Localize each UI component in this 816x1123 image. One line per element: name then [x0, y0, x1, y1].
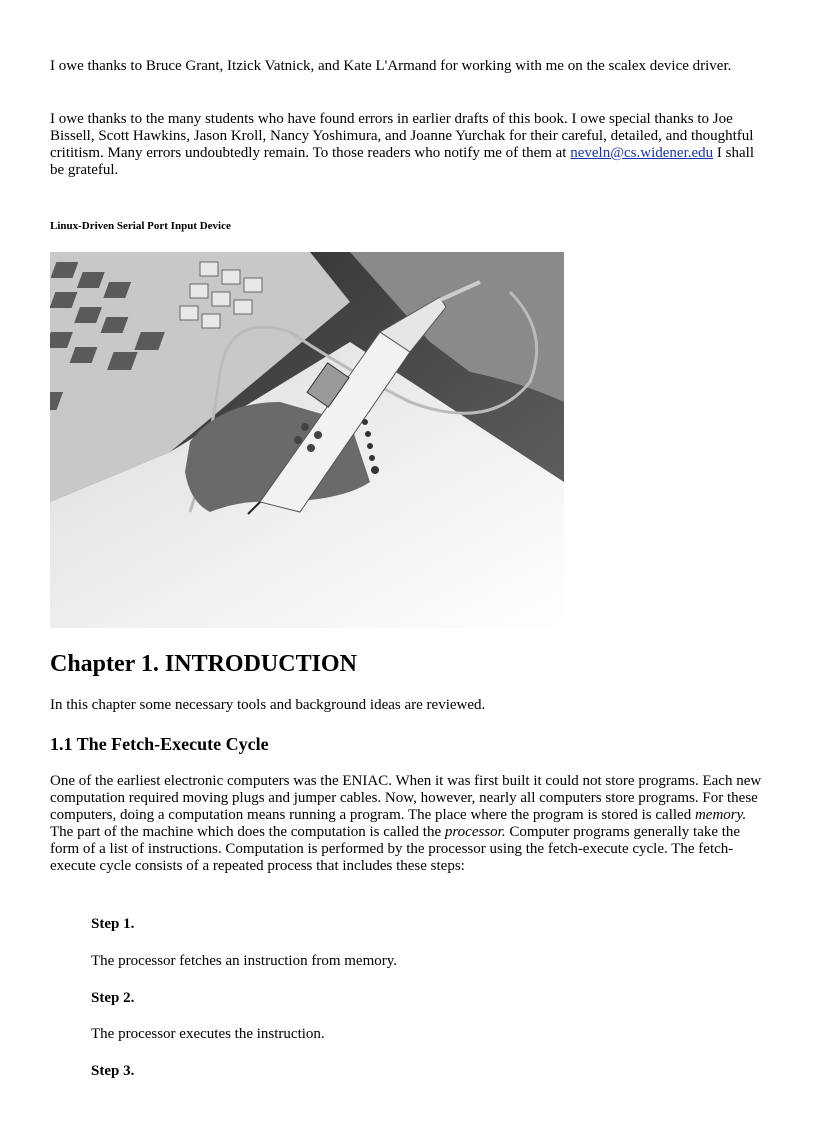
term-memory: memory.: [694, 807, 747, 823]
figure-caption: Linux-Driven Serial Port Input Device: [50, 220, 231, 232]
step-1-text: The processor fetches an instruction from memory.: [91, 953, 398, 969]
section-title: 1.1 The Fetch-Execute Cycle: [50, 734, 269, 754]
acknowledgement-paragraph-1: I owe thanks to Bruce Grant, Itzick Vatnick, and Kate L'Armand for working with me on the scalex device driver.: [50, 58, 732, 74]
chapter-title: Chapter 1. INTRODUCTION: [50, 651, 357, 677]
acknowledgement-paragraph-2: [50, 111, 766, 179]
serial-port-input-device-photo: [50, 252, 564, 628]
step-2-text: The processor executes the instruction.: [91, 1026, 325, 1042]
step-1-label: Step 1.: [91, 916, 135, 932]
acknowledgement-text-end: I shall be grateful.: [50, 145, 754, 178]
section-text-1: One of the earliest electronic computers was the ENIAC. When it was first built it could not store programs. Each new computation required moving plugs and jumper cables. Now, however, nearly all computers store programs. For these computers, doing a computation means running a program. The place where the program is stored is called: [50, 773, 762, 823]
acknowledgement-text: I owe thanks to the many students who have found errors in earlier drafts of this book. I owe special thanks to Joe Bissell, Scott Hawkins, Jason Kroll, Nancy Yoshimura, and Joanne Yurchak for their careful, detailed, and thoughtful crititism. Many errors undoubtedly remain. To those readers who notify me of them at: [50, 111, 754, 161]
step-3-label: Step 3.: [91, 1063, 135, 1079]
section-paragraph: [50, 773, 766, 875]
step-2-label: Step 2.: [91, 990, 135, 1006]
section-text-2: The part of the machine which does the computation is called the: [50, 824, 445, 840]
section-text-3: Computer programs generally take the form of a list of instructions. Computation is performed by the processor using the fetch-execute cycle. The fetch-execute cycle consists of a repeated process that includes these steps:: [50, 824, 741, 874]
chapter-intro: In this chapter some necessary tools and background ideas are reviewed.: [50, 697, 486, 713]
term-processor: processor.: [444, 824, 506, 840]
email-link[interactable]: neveln@cs.widener.edu: [570, 145, 714, 161]
